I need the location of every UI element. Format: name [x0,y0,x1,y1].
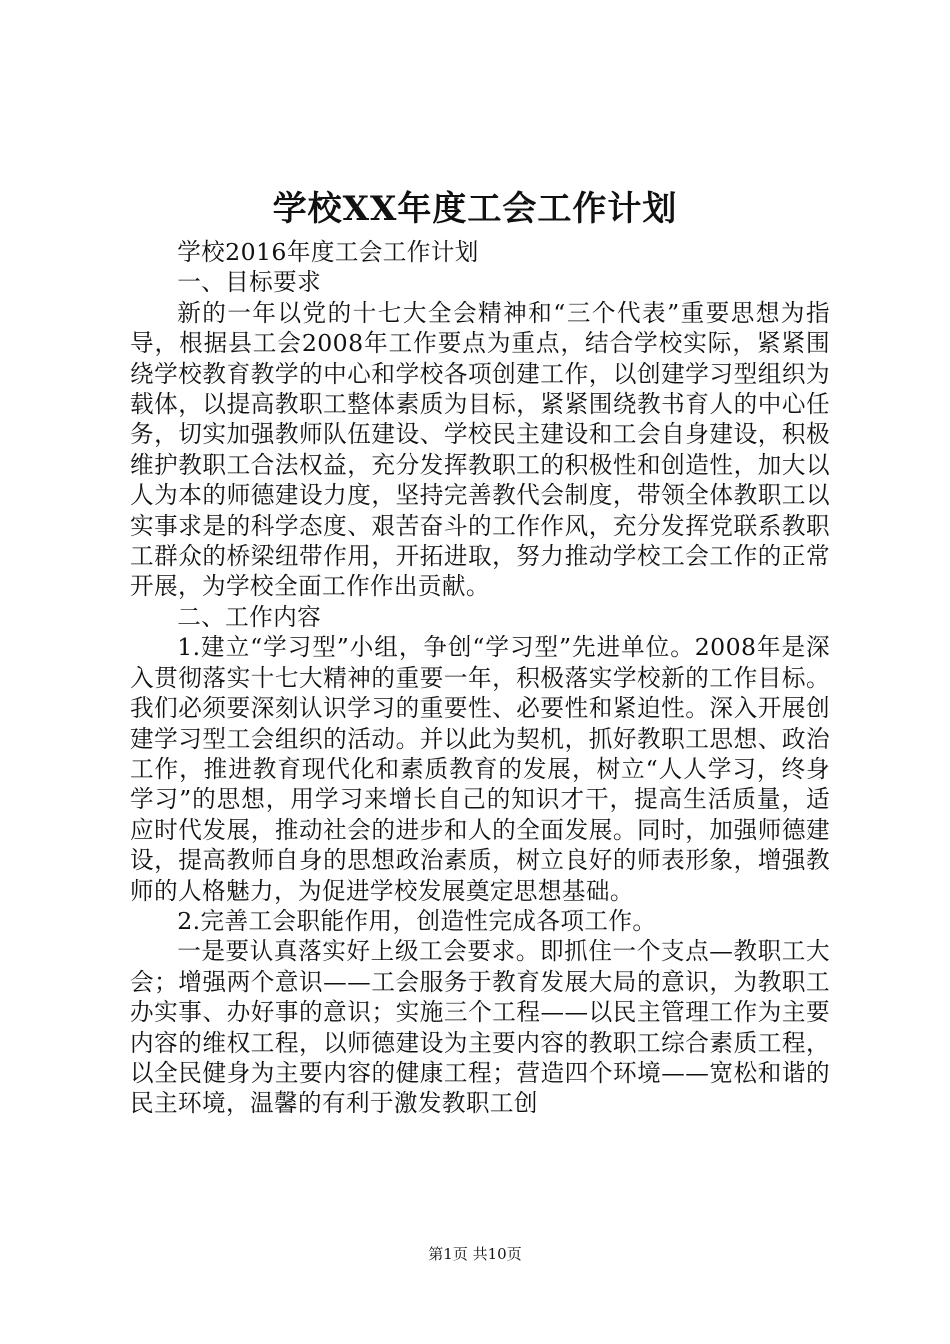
document-title: 学校XX年度工会工作计划 [272,189,678,229]
paragraph-goals: 新的一年以党的十七大全会精神和“三个代表”重要思想为指导，根据县工会2008年工作要点为重点，结合学校实际，紧紧围绕学校教育教学的中心和学校各项创建工作，以创建学习型组织为载体，以提高教职工整体素质为目标，紧紧围绕教书育人的中心任务，切实加强教师队伍建设、学校民主建设和工会自身建设，积极维护教职工合法权益，充分发挥教职工的积极性和创造性，加大以人为本的师德建设力度，坚持完善教代会制度，带领全体教职工以实事求是的科学态度、艰苦奋斗的工作作风，充分发挥党联系教职工群众的桥梁纽带作用，开拓进取，努力推动学校工会工作的正常开展，为学校全面工作作出贡献。 [130,298,830,601]
paragraph-item-2-detail: 一是要认真落实好上级工会要求。即抓住一个支点—教职工大会；增强两个意识——工会服务于教育发展大局的意识，为教职工办实事、办好事的意识；实施三个工程——以民主管理工作为主要内容的维权工程，以师德建设为主要内容的教职工综合素质工程，以全民健身为主要内容的健康工程；营造四个环境——宽松和谐的民主环境，温馨的有利于激发教职工创 [130,937,830,1118]
document-body [130,237,830,1119]
paragraph-item-1: 1.建立“学习型”小组，争创“学习型”先进单位。2008年是深入贯彻落实十七大精神的重要一年，积极落实学校新的工作目标。我们必须要深刻认识学习的重要性、必要性和紧迫性。深入开展创建学习型工会组织的活动。并以此为契机，抓好教职工思想、政治工作，推进教育现代化和素质教育的发展，树立“人人学习，终身学习”的思想，用学习来增长自己的知识才干，提高生活质量，适应时代发展，推动社会的进步和人的全面发展。同时，加强师德建设，提高教师自身的思想政治素质，树立良好的师表形象，增强教师的人格魅力，为促进学校发展奠定思想基础。 [130,633,830,905]
paragraph-item-2: 2.完善工会职能作用，创造性完成各项工作。 [177,906,657,935]
paragraph-subtitle: 学校2016年度工会工作计划 [177,238,479,266]
page-number-footer: 第1页 共10页 [428,1245,522,1263]
section-heading-goals: 一、目标要求 [177,268,322,297]
section-heading-content: 二、工作内容 [177,602,322,631]
